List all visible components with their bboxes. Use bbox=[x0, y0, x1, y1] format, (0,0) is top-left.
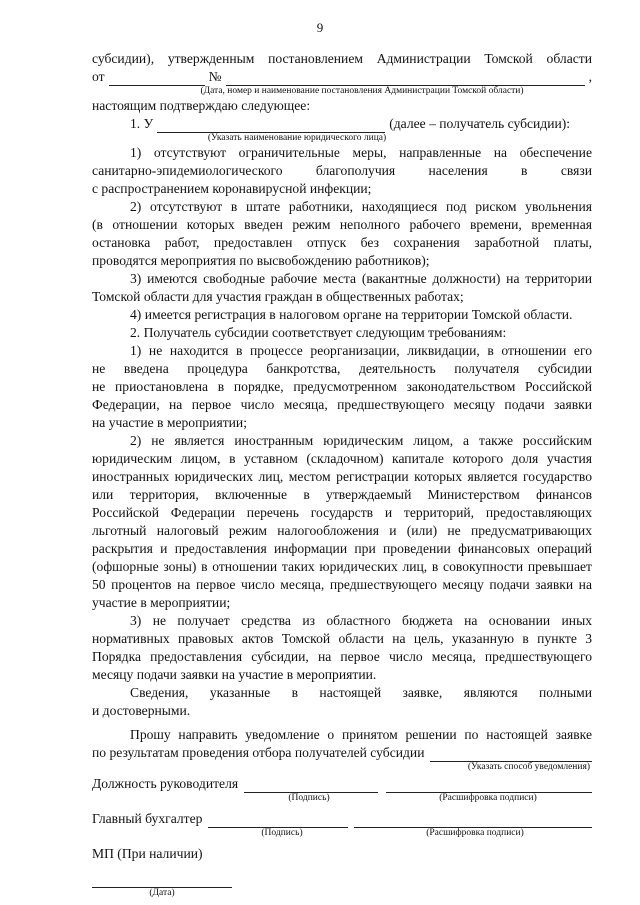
decree-reference-row bbox=[92, 68, 592, 86]
head-signature-caption: (Подпись) bbox=[288, 793, 330, 803]
paragraph-line: (офшорные зоны) в отношении таких юридических лиц, в совокупности превышает bbox=[92, 559, 592, 574]
number-sign: № bbox=[208, 69, 222, 84]
item1-prefix: 1. У bbox=[130, 116, 154, 131]
confirm-line: настоящим подтверждаю следующее: bbox=[92, 98, 311, 113]
paragraph-line: или территория, включенные в утверждаемый Министерством финансов bbox=[92, 487, 592, 502]
paragraph-line: нормативных правовых актов Томской области на цель, указанную в пункте 3 bbox=[92, 631, 592, 646]
item2-subitems bbox=[92, 342, 592, 684]
paragraph-line: 3) не получает средства из областного бюджета на основании иных bbox=[130, 613, 592, 628]
item1-row bbox=[92, 115, 592, 133]
from-label: от bbox=[92, 69, 105, 84]
decree-caption: (Дата, номер и наименование постановления Администрации Томской области) bbox=[200, 86, 524, 96]
date-blank bbox=[92, 875, 232, 888]
head-decode-blank bbox=[386, 780, 592, 793]
paragraph-line: Порядка предоставления субсидии, на первое число месяца, предшествующего bbox=[92, 649, 592, 664]
paragraph-line: не введена процедура банкротства, деятельность получателя субсидии bbox=[92, 361, 592, 376]
item1-subitems bbox=[92, 144, 592, 324]
paragraph-line: юридическим лицом, в уставном (складочном) капитале которого доля участия bbox=[92, 451, 592, 466]
info-line-2: и достоверными. bbox=[92, 703, 191, 718]
paragraph-last-line: на участие в мероприятии; bbox=[92, 415, 247, 430]
paragraph-line: (в отношении которых введен режим неполного рабочего времени, временная bbox=[92, 217, 592, 232]
paragraph-last-line: проводятся мероприятия по высвобождению работников); bbox=[92, 253, 430, 268]
notify-method-blank bbox=[430, 749, 592, 762]
paragraph-last-line: Томской области для участия граждан в общественных работах; bbox=[92, 289, 464, 304]
paragraph-line: 2) отсутствуют в штате работники, находящиеся под риском увольнения bbox=[130, 199, 592, 214]
notify-line-2: по результатам проведения отбора получателей субсидии bbox=[92, 745, 425, 760]
paragraph-last-line: с распространением коронавирусной инфекции; bbox=[92, 181, 372, 196]
head-signature-row bbox=[92, 775, 592, 793]
legal-entity-caption: (Указать наименование юридического лица) bbox=[207, 133, 387, 143]
paragraph-line: 3) имеются свободные рабочие места (вакантные должности) на территории bbox=[130, 271, 592, 286]
item1-suffix: (далее – получатель субсидии): bbox=[389, 116, 571, 131]
paragraph-line: 50 процентов на первое число месяца, предшествующего месяцу подачи заявки на bbox=[92, 577, 592, 592]
stamp-label: МП (При наличии) bbox=[92, 846, 203, 861]
paragraph-line: иностранных юридических лиц, местом регистрации которых является государство bbox=[92, 469, 592, 484]
notify-row bbox=[92, 744, 592, 762]
accountant-label: Главный бухгалтер bbox=[92, 811, 203, 826]
notify-line-1: Прошу направить уведомление о принятом решении по настоящей заявке bbox=[130, 727, 592, 742]
legal-entity-blank bbox=[157, 120, 385, 133]
item2-title: 2. Получатель субсидии соответствует следующим требованиям: bbox=[130, 325, 507, 340]
paragraph-last-line: месяцу подачи заявки на участие в мероприятии. bbox=[92, 667, 377, 682]
paragraph-line: Федерации, на первое число месяца, предшествующего месяцу подачи заявки bbox=[92, 397, 592, 412]
paragraph-line: Российской Федерации перечень государств и территорий, предоставляющих bbox=[92, 505, 592, 520]
paragraph-line: 1) не находится в процессе реорганизации, ликвидации, в отношении его bbox=[130, 343, 592, 358]
accountant-signature-blank bbox=[208, 815, 348, 828]
paragraph-line: раскрытия и предоставления информации при проведении финансовых операций bbox=[92, 541, 592, 556]
paragraph-line: санитарно-эпидемиологического благополучия населения в связи bbox=[92, 163, 592, 178]
paragraph-last-line: 4) имеется регистрация в налоговом органе на территории Томской области. bbox=[130, 307, 573, 322]
date-caption: (Дата) bbox=[149, 888, 175, 898]
notify-caption: (Указать способ уведомления) bbox=[467, 762, 590, 772]
accountant-decode-blank bbox=[354, 815, 592, 828]
head-decode-caption: (Расшифровка подписи) bbox=[439, 793, 537, 803]
paragraph-line: остановка работ, предоставлен отпуск без сохранения заработной платы, bbox=[92, 235, 592, 250]
paragraph-line: не приостановлена в порядке, предусмотренном законодательством Российской bbox=[92, 379, 592, 394]
accountant-captions bbox=[92, 828, 592, 839]
paragraph-line: 2) не является иностранным юридическим лицом, а также российским bbox=[130, 433, 592, 448]
document-body bbox=[92, 50, 592, 899]
accountant-signature-caption: (Подпись) bbox=[261, 828, 303, 838]
info-line-1: Сведения, указанные в настоящей заявке, являются полными bbox=[130, 685, 592, 700]
head-captions bbox=[92, 793, 592, 804]
intro-line: субсидии), утвержденным постановлением Администрации Томской области bbox=[92, 51, 592, 66]
paragraph-line: льготный налоговый режим налогообложения и (или) не предусматривающих bbox=[92, 523, 592, 538]
accountant-decode-caption: (Расшифровка подписи) bbox=[426, 828, 524, 838]
accountant-signature-row bbox=[92, 810, 592, 828]
head-label: Должность руководителя bbox=[92, 776, 239, 791]
decree-number-blank bbox=[226, 73, 585, 86]
paragraph-line: 1) отсутствуют ограничительные меры, направленные на обеспечение bbox=[130, 145, 592, 160]
comma: , bbox=[588, 69, 592, 84]
paragraph-last-line: участие в мероприятии; bbox=[92, 595, 231, 610]
decree-date-blank bbox=[109, 73, 205, 86]
head-signature-blank bbox=[244, 780, 378, 793]
page-number: 9 bbox=[316, 20, 324, 35]
